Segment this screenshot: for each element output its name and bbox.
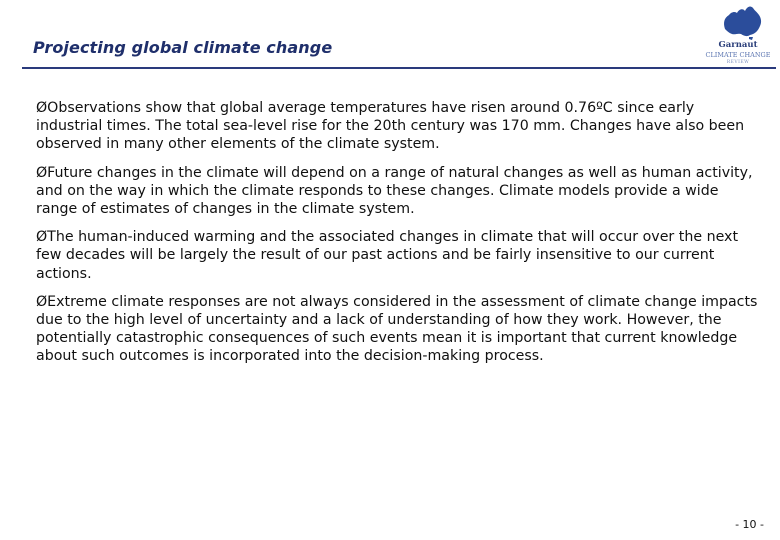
bullet-arrow-icon: Ø xyxy=(36,293,48,310)
logo-review: REVIEW xyxy=(726,60,750,65)
bullet-arrow-icon: Ø xyxy=(36,164,48,181)
bullet-arrow-icon: Ø xyxy=(36,229,48,246)
bullet-item xyxy=(36,293,760,366)
slide-title: Projecting global climate change xyxy=(33,38,333,57)
australia-map-icon xyxy=(698,3,778,41)
garnaut-logo xyxy=(698,3,778,65)
bullet-item xyxy=(36,228,760,283)
bullet-text: Observations show that global average temperatures have risen around 0.76ºC since early industrial times. The total sea-level rise for the 20th century was 170 mm. Changes have also been observed in many other elements of the climate system. xyxy=(36,100,745,153)
bullet-list xyxy=(36,99,760,376)
bullet-item xyxy=(36,99,760,154)
logo-brand: Garnaut xyxy=(718,40,758,50)
page-number: - 10 - xyxy=(735,518,764,531)
title-divider xyxy=(22,67,776,69)
logo-subtitle: CLIMATE CHANGE xyxy=(705,51,771,59)
bullet-text: Future changes in the climate will depend on a range of natural changes as well as human activity, and on the way in which the climate responds to these changes. Climate models provide a wide range of estimates of changes in the climate system. xyxy=(36,164,753,218)
bullet-text: The human-induced warming and the associated changes in climate that will occur over the next few decades will be largely the result of our past actions and be fairly insensitive to our current actions. xyxy=(36,229,739,282)
bullet-item xyxy=(36,164,760,219)
bullet-text: Extreme climate responses are not always considered in the assessment of climate change impacts due to the high level of uncertainty and a lack of understanding of how they work. However, the potentially catastrophic consequences of such events mean it is important that current knowledge about such outcomes is incorporated into the decision-making process. xyxy=(36,293,758,365)
bullet-arrow-icon: Ø xyxy=(36,100,48,116)
